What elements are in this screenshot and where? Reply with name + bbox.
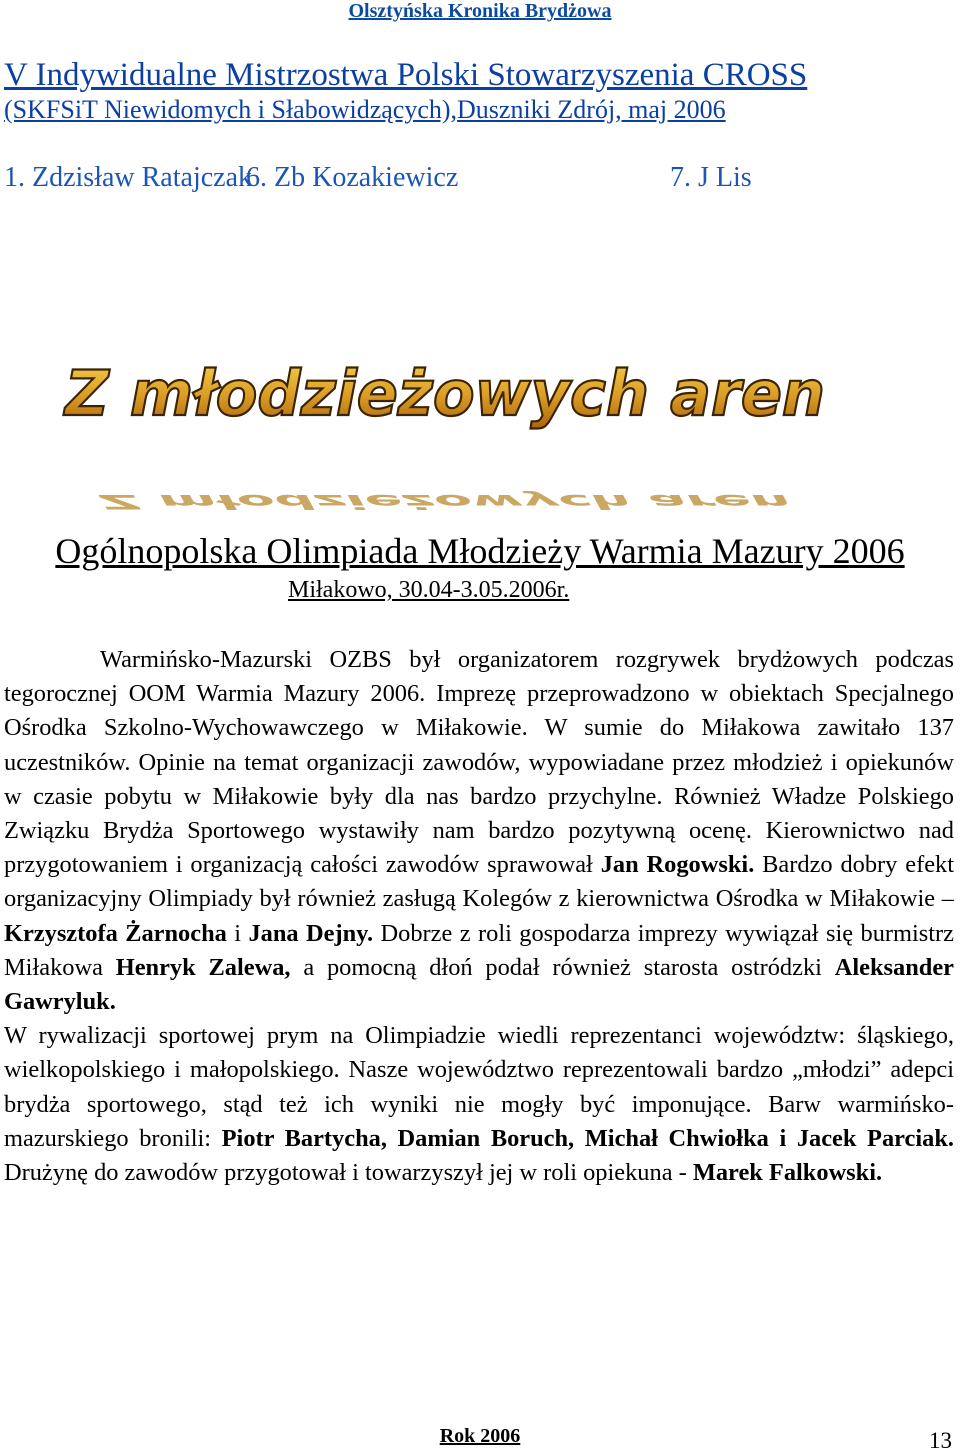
p1-text-4: i	[226, 919, 249, 947]
result-first: 1. Zdzisław Ratajczak	[4, 162, 253, 193]
running-header: Olsztyńska Kronika Brydżowa	[348, 0, 612, 22]
p1-text-2: Bardzo dobry efekt organizacyjny Olimpiady był również zasługą Kolegów z kierownictwa Ośrodka w Miłakowie –	[4, 851, 954, 913]
event-title: Ogólnopolska Olimpiada Młodzieży Warmia Mazury 2006	[55, 531, 905, 571]
svg-text:Z młodzieżowych aren: Z młodzieżowych aren	[98, 490, 791, 513]
article-paragraph-1	[4, 643, 954, 1019]
p1-name-1: Jan Rogowski.	[600, 851, 755, 879]
result-seventh: 7. J Lis	[670, 162, 752, 193]
p1-text-0: Warmińsko-Mazurski OZBS był organizatorem rozgrywek brydżowych podczas tegorocznej OOM Warmia Mazury 2006. Imprezę przeprowadzono w obiektach Specjalnego Ośrodka Szkolno-Wychowawczego w Miłakowie. W sumie do Miłakowa zawitało 137 uczestników. Opinie na temat organizacji zawodów, wypowiadane przez młodzież i opiekunów w czasie pobytu w Miłakowie były dla nas bardzo przychylne. Również Władze Polskiego Związku Brydża Sportowego wystawiły nam bardzo pozytywną ocenę. Kierownictwo nad przygotowaniem i organizacją całości zawodów sprawował	[4, 646, 954, 879]
p2-text-0: W rywalizacji sportowej prym na Olimpiadzie wiedli reprezentanci województw: śląskiego, wielkopolskiego i małopolskiego. Nasze województwo reprezentowali bardzo „młodzi” adepci brydża sportowego, stąd też ich wyniki nie mogły być imponujące. Barw warmińsko-mazurskiego bronili:	[4, 1022, 954, 1152]
banner-text: Z młodzieżowych aren	[63, 357, 826, 430]
p1-name-9: Aleksander Gawryluk.	[4, 953, 954, 1016]
section-title: V Indywidualne Mistrzostwa Polski Stowarzyszenia CROSS	[4, 57, 808, 93]
p1-text-6: Dobrze z roli gospodarza imprezy wywiązał się burmistrz Miłakowa	[4, 919, 954, 981]
page-number: 13	[929, 1428, 952, 1453]
banner-wordart	[55, 345, 835, 513]
footer-year: Rok 2006	[439, 1425, 521, 1447]
p2-name-3: Marek Falkowski.	[692, 1159, 883, 1187]
p1-name-7: Henryk Zalewa,	[115, 953, 291, 981]
p1-name-3: Krzysztofa Żarnocha	[4, 919, 227, 947]
p1-name-5: Jana Dejny.	[248, 919, 374, 947]
event-dates: Miłakowo, 30.04-3.05.2006r.	[288, 577, 570, 603]
p1-text-8: a pomocną dłoń podał również starosta ostródzki	[290, 953, 835, 981]
banner-reflection	[98, 490, 790, 512]
p2-text-2: Drużynę do zawodów przygotował i towarzyszył jej w roli opiekuna -	[4, 1159, 693, 1187]
p2-name-1: Piotr Bartycha, Damian Boruch, Michał Chwiołka i Jacek Parciak.	[221, 1124, 954, 1152]
article-body	[4, 643, 954, 1190]
result-sixth: 6. Zb Kozakiewicz	[246, 162, 459, 193]
article-paragraph-2	[4, 1019, 954, 1190]
section-subtitle: (SKFSiT Niewidomych i Słabowidzących),Duszniki Zdrój, maj 2006	[4, 95, 726, 124]
